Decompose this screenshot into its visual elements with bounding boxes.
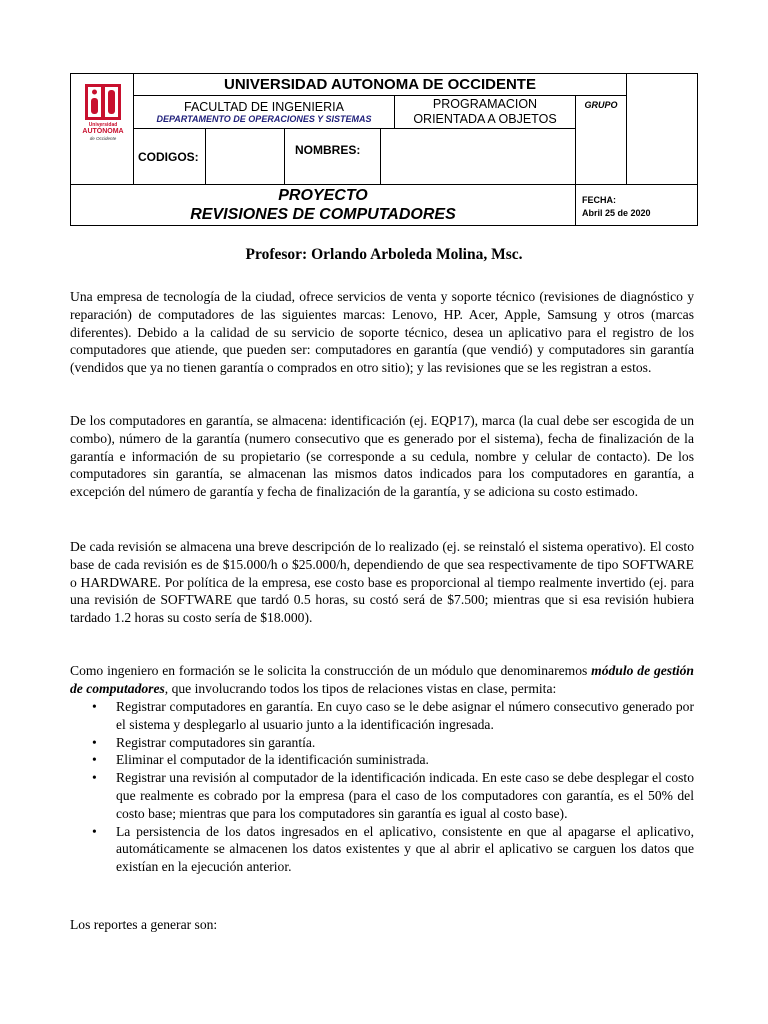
project-line2: REVISIONES DE COMPUTADORES xyxy=(190,206,456,223)
university-name: UNIVERSIDAD AUTONOMA DE OCCIDENTE xyxy=(133,73,627,96)
paragraph-revision: De cada revisión se almacena una breve descripción de lo realizado (ej. se reinstaló el sistema operativo). El costo base de cada revisión es de $15.000/h o $25.000/h, dependiendo de que sea respectivamente de tipo SOFTWARE o HARDWARE. Por política de la empresa, ese costo base es proporcional al tiempo realmente invertido (ej. para una revisión de SOFTWARE que tardó 0.5 horas, su costó será de $7.500; mientras que si esa revisión hubiera tardado 1.2 horas su costo sería de $18.000). xyxy=(70,539,694,626)
logo-line3: de Occidente xyxy=(89,136,117,141)
date-label: FECHA: xyxy=(582,195,616,205)
date-value: Abril 25 de 2020 xyxy=(582,208,651,218)
reports-heading: Los reportes a generar son: xyxy=(70,917,218,932)
paragraph-intro: Una empresa de tecnología de la ciudad, ofrece servicios de venta y soporte técnico (revisiones de diagnóstico y reparación) de computadores de las siguientes marcas: Lenovo, HP. Acer, Apple, Samsung y otros (marcas diferentes). Debido a la calidad de su servicio de soporte técnico, desea un aplicativo para el registro de los computadores que atiende, que pueden ser: computadores en garantía (que vendió) y computadores sin garantía (vendidos que ya no tienen garantía o comprados en otro sitio); y las revisiones que se les registran a estos. xyxy=(70,289,694,376)
list-item xyxy=(70,698,694,734)
department-name: DEPARTAMENTO DE OPERACIONES Y SISTEMAS xyxy=(156,114,372,124)
professor-name: Profesor: Orlando Arboleda Molina, Msc. xyxy=(245,246,523,263)
paragraph-module xyxy=(70,662,694,698)
group-value-cell xyxy=(626,73,698,185)
list-item xyxy=(70,823,694,876)
module-text-start: Como ingeniero en formación se le solicita la construcción de un módulo que denominaremos xyxy=(70,663,592,678)
list-item-text: Registrar computadores en garantía. En cuyo caso se le debe asignar el número consecutivo generado por el sistema y desplegarlo al usuario junto a la identificación ingresada. xyxy=(116,699,694,732)
requirements-list xyxy=(70,698,694,876)
project-title-cell xyxy=(70,184,576,226)
faculty-name: FACULTAD DE INGENIERIA xyxy=(184,100,344,114)
group-label: GRUPO xyxy=(575,95,627,185)
codes-label: CODIGOS: xyxy=(133,128,206,185)
header-table xyxy=(70,73,698,226)
list-item xyxy=(70,769,694,822)
list-item xyxy=(70,734,694,752)
codes-value-field xyxy=(205,128,285,185)
course-cell xyxy=(394,95,576,129)
names-label: NOMBRES: xyxy=(284,128,381,185)
names-value-field xyxy=(380,128,576,185)
faculty-cell xyxy=(133,95,395,129)
uao-logo-icon xyxy=(85,84,121,120)
project-line1: PROYECTO xyxy=(278,187,368,204)
list-item-text: La persistencia de los datos ingresados en el aplicativo, consistente en que al apagarse el aplicativo, automáticamente se almacenen los datos existentes y que al abrir el aplicativo se carguen los datos que existían en la ejecución anterior. xyxy=(116,823,694,875)
list-item-text: Registrar computadores sin garantía. xyxy=(116,734,316,750)
paragraph-warranty: De los computadores en garantía, se almacena: identificación (ej. EQP17), marca (la cual debe ser escogida de un combo), número de la garantía (numero consecutivo que es generado por el sistema), fecha de finalización de la garantía e información de su propietario (se corresponde a su cedula, nombre y celular de contacto). De los computadores sin garantía, se almacenan las mismos datos indicados para los computadores en garantía, a excepción del número de garantía y fecha de finalización de la garantía, y se adiciona su costo estimado. xyxy=(70,413,694,500)
list-item xyxy=(70,751,694,769)
bullet-icon: • xyxy=(92,734,97,750)
list-item-text: Eliminar el computador de la identificación suministrada. xyxy=(116,752,429,768)
bullet-icon: • xyxy=(92,770,97,786)
logo-cell xyxy=(70,73,134,185)
module-emphasis: módulo de gestión de computadores xyxy=(70,663,694,696)
bullet-icon: • xyxy=(92,699,97,714)
logo-line2: AUTÓNOMA xyxy=(82,128,124,135)
logo-line1: Universidad xyxy=(88,122,118,128)
course-line1: PROGRAMACION xyxy=(432,97,538,111)
logo-text xyxy=(71,122,135,142)
module-text-end: , que involucrando todos los tipos de relaciones vistas en clase, permita: xyxy=(164,680,557,696)
bullet-icon: • xyxy=(92,823,97,839)
list-item-text: Registrar una revisión al computador de la identificación indicada. En este caso se debe desplegar el costo que realmente es cobrado por la empresa (para el caso de los computadores con garantía, es el 50% del costo base; mientras que para los computadores sin garantía es igual al costo base). xyxy=(116,770,694,821)
course-line2: ORIENTADA A OBJETOS xyxy=(413,112,557,126)
bullet-icon: • xyxy=(92,752,97,768)
date-cell xyxy=(575,184,698,226)
